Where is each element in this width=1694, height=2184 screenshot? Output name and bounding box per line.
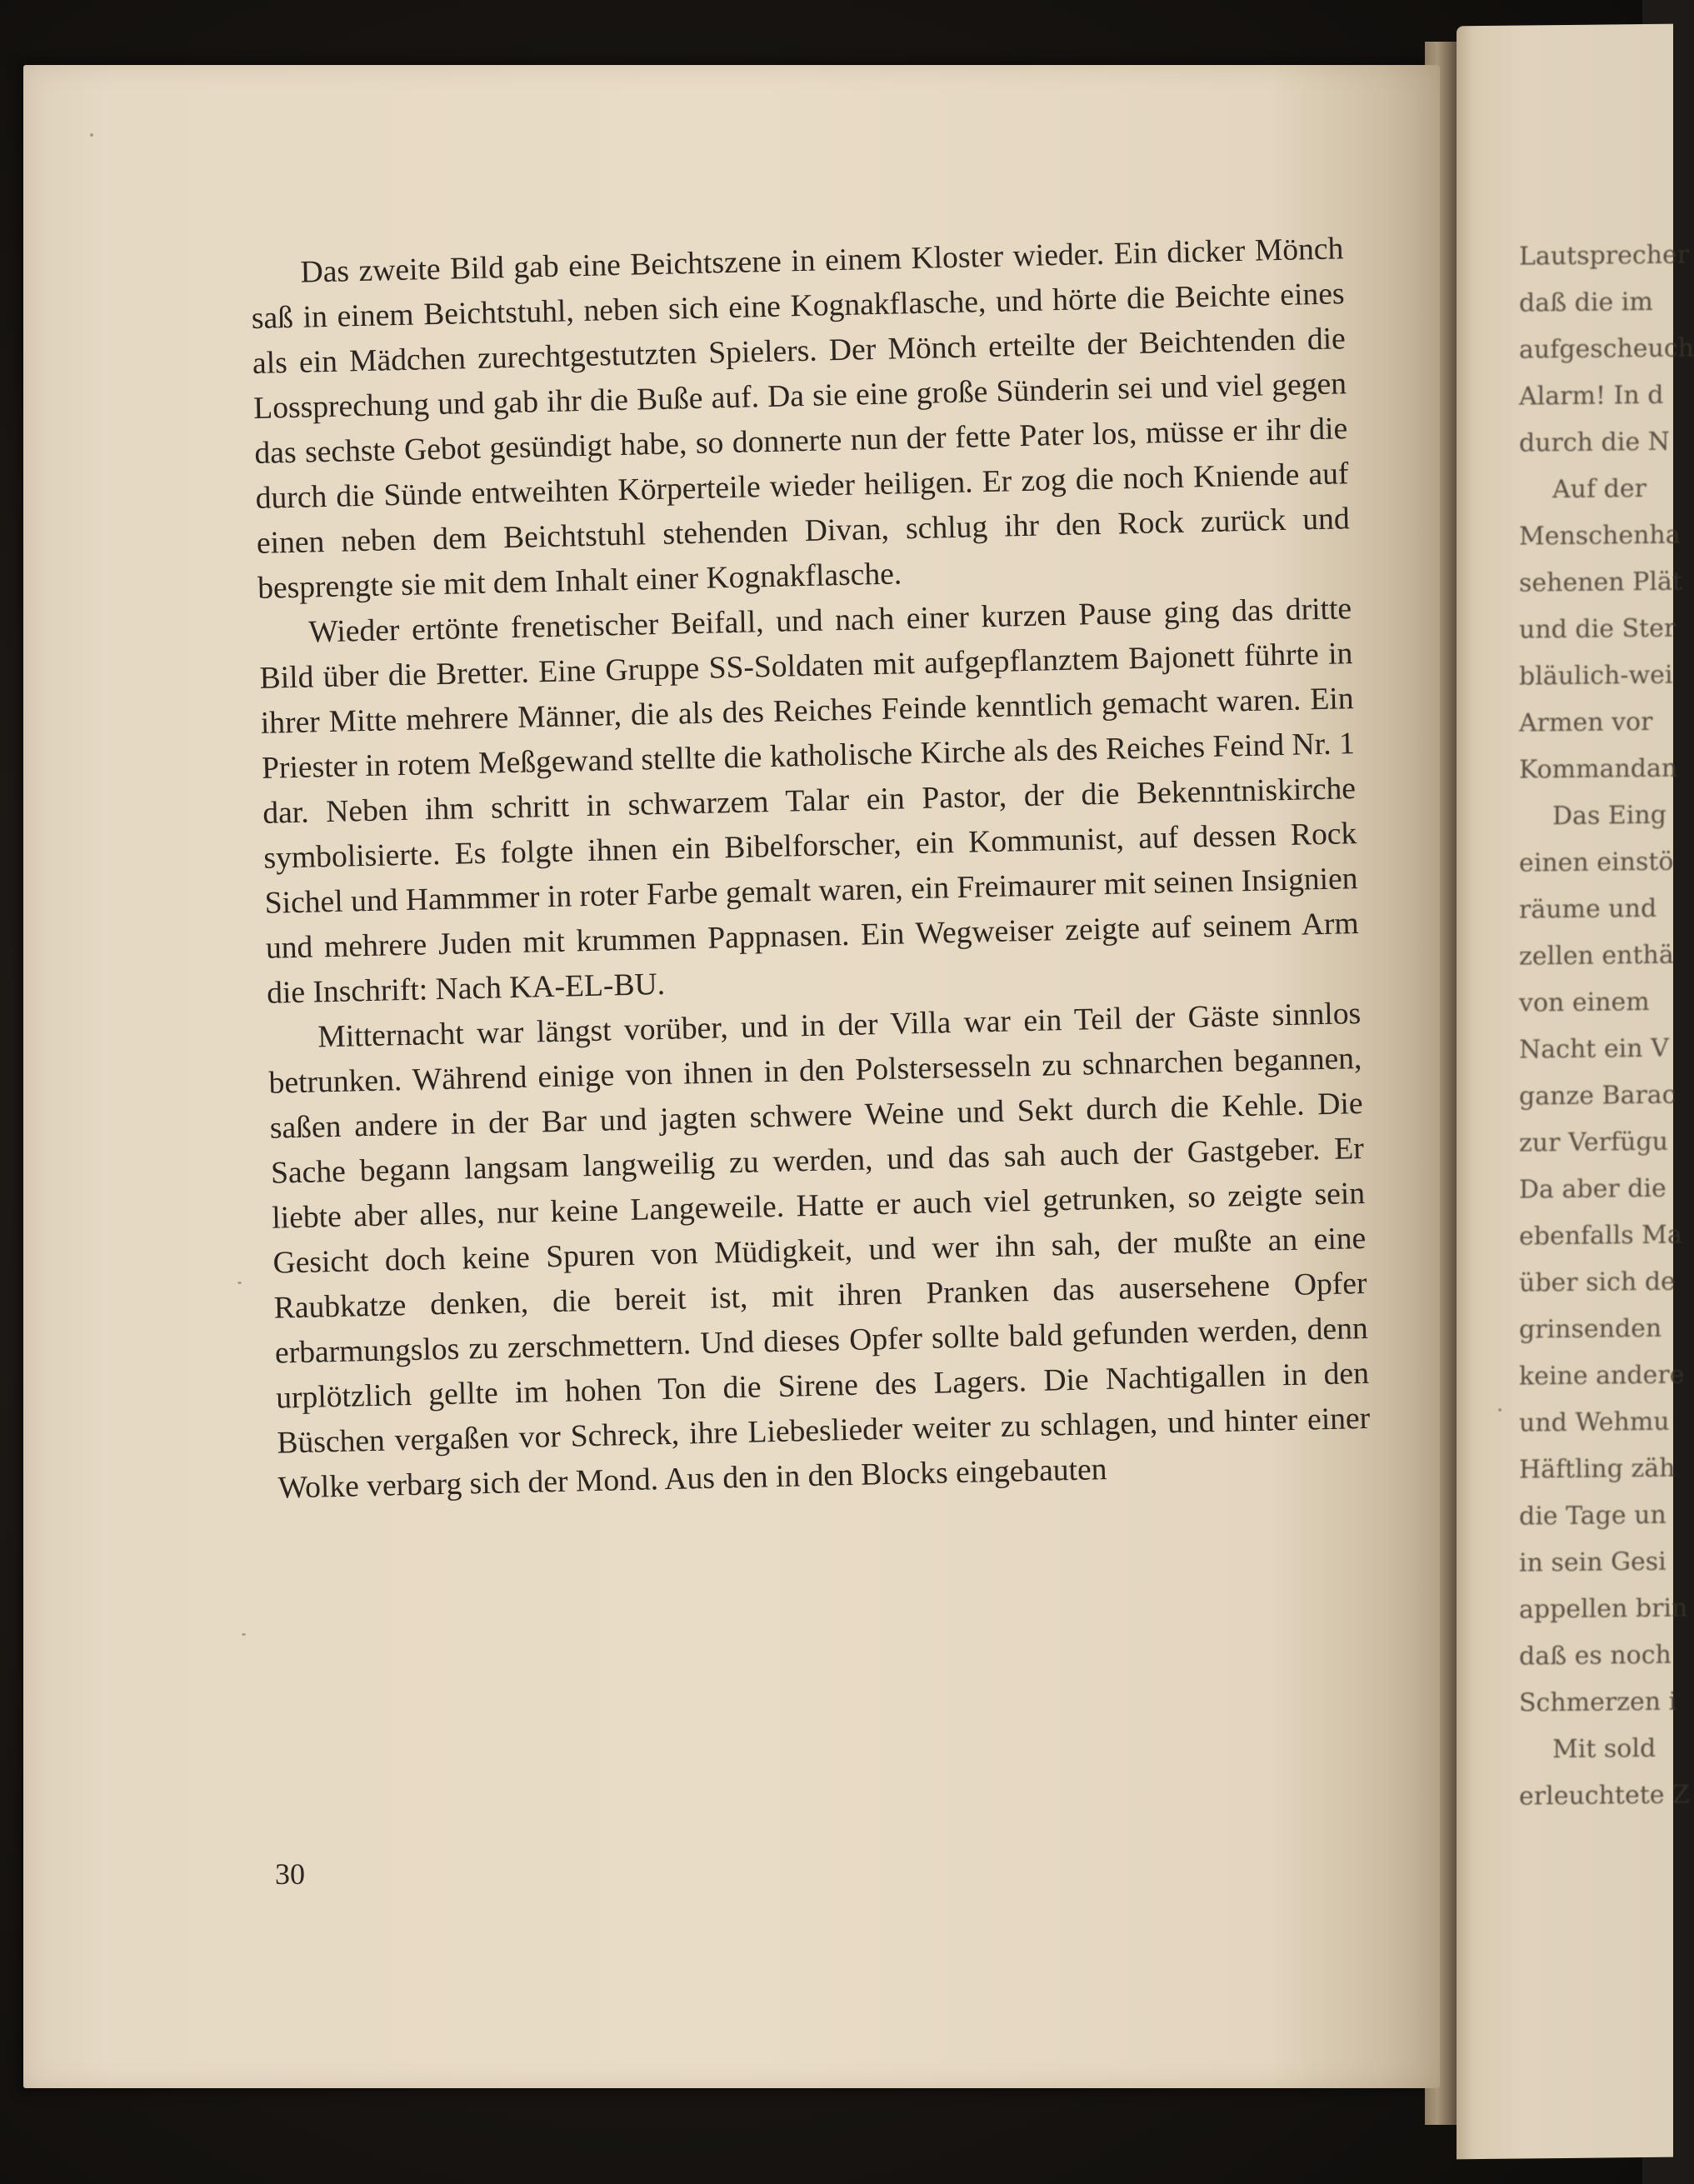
facing-page-line: ganze Barac (1519, 1080, 1677, 1112)
facing-page-line: über sich de (1519, 1267, 1676, 1298)
facing-page-line: erleuchtete Z (1519, 1780, 1690, 1812)
facing-page-text (1519, 232, 1694, 1820)
facing-page-line: räume und (1519, 893, 1657, 925)
facing-page-line: daß es noch (1519, 1640, 1672, 1672)
facing-page-line: die Tage un (1519, 1500, 1667, 1532)
facing-page-line: einen einstö (1519, 847, 1674, 878)
paper-speck (90, 133, 93, 137)
facing-page-line: Lautsprecher (1519, 240, 1690, 272)
paper-speck (1498, 1408, 1502, 1412)
facing-page (1457, 24, 1694, 2160)
facing-page-line: Kommandan (1519, 753, 1678, 785)
facing-page-line: aufgescheuch (1519, 333, 1694, 365)
facing-page-line: zur Verfügu (1519, 1127, 1668, 1158)
paragraph-2: Wieder ertönte frenetischer Beifall, und nach einer kurzen Pause ging das dritte Bild über die Bretter. Eine Gruppe SS-Soldaten mit aufgepflanztem Bajonett führte in ihrer Mitte mehrere Männer, die als des Reiches Feinde kenntlich gemacht waren. Ein Priester in rotem Meßgewand stellte die katholische Kirche als des Reiches Feind Nr. 1 dar. Neben ihm schritt in schwarzem Talar ein Pastor, der die Bekenntniskirche symbolisierte. Es folgte ihnen ein Bibelforscher, ein Kommunist, auf dessen Rock Sichel und Hammmer in roter Farbe gemalt waren, ein Freimaurer mit seinen Insignien und mehrere Juden mit krummen Pappnasen. Ein Wegweiser zeigte auf seinem Arm die Inschrift: Nach KA-EL-BU. (259, 592, 1360, 1011)
facing-page-line: sehenen Plät (1519, 567, 1682, 598)
facing-page-line: Armen vor (1519, 707, 1653, 738)
paragraph-1: Das zweite Bild gab eine Beichtszene in einem Kloster wieder. Ein dicker Mönch saß in einem Beichtstuhl, neben sich eine Kognakflasche, und hörte die Beichte eines als ein Mädchen zurechtgestutzten Spielers. Der Mönch erteilte der Beichtenden die Lossprechung und gab ihr die Buße auf. Da sie eine große Sünderin sei und viel gegen das sechste Gebot gesündigt habe, so donnerte nun der fette Pater los, müsse er ihr die durch die Sünde entweihten Körperteile wieder heiligen. Er zog die noch Kniende auf einen neben dem Beichtstuhl stehenden Divan, schlug ihr den Rock zurück und besprengte sie mit dem Inhalt einer Kognakflasche. (251, 232, 1351, 606)
facing-page-line: Auf der (1552, 473, 1647, 505)
facing-page-line: von einem (1519, 987, 1650, 1018)
facing-page-line: Da aber die (1519, 1173, 1667, 1205)
facing-page-line: daß die im (1519, 287, 1653, 318)
facing-page-line: und Wehmu (1519, 1407, 1670, 1438)
paragraph-3: Mitternacht war längst vorüber, und in der Villa war ein Teil der Gäste sinnlos betrunken. Während einige von ihnen in den Polstersesseln zu schnarchen begannen, saßen andere in der Bar und jagten schwere Weine und Sekt durch die Kehle. Die Sache begann langsam langweilig zu werden, und das sah auch der Gastgeber. Er liebte aber alles, nur keine Langeweile. Hatte er auch viel getrunken, so zeigte sein Gesicht doch keine Spuren von Müdigkeit, und wer ihn sah, der mußte an eine Raubkatze denken, die bereit ist, mit ihren Pranken das ausersehene Opfer erbarmungslos zu zerschmettern. Und dieses Opfer sollte bald gefunden werden, denn urplötzlich gellte im hohen Ton die Sirene des Lagers. Die Nachtigallen in den Büschen vergaßen vor Schreck, ihre Liebeslieder weiter zu schlagen, und hinter einer Wolke verbarg sich der Mond. Aus den in den Blocks eingebauten (268, 996, 1371, 1506)
facing-page-line: Schmerzen i (1519, 1687, 1677, 1718)
facing-page-line: Alarm! In d (1519, 380, 1664, 412)
paper-speck (237, 1282, 242, 1284)
facing-page-line: bläulich-wei (1519, 660, 1673, 692)
facing-page-line: Häftling zäh (1519, 1453, 1676, 1485)
facing-page-line: in sein Gesi (1519, 1547, 1667, 1578)
facing-page-line: Das Eing (1552, 800, 1667, 832)
facing-page-line: ebenfalls Ma (1519, 1220, 1682, 1252)
paper-speck (242, 1633, 246, 1636)
facing-page-line: Mit sold (1552, 1733, 1657, 1765)
facing-page-line: und die Ster (1519, 613, 1677, 645)
facing-page-line: Menschenha (1519, 520, 1681, 552)
facing-page-line: keine andere (1519, 1360, 1685, 1392)
facing-page-line: zellen enthä (1519, 940, 1674, 972)
facing-page-line: grinsenden (1519, 1313, 1662, 1345)
page-number: 30 (275, 1857, 305, 1891)
facing-page-line: Nacht ein V (1519, 1033, 1669, 1065)
body-text (250, 227, 1372, 1511)
facing-page-line: durch die N (1519, 427, 1670, 458)
facing-page-line: appellen brin (1519, 1593, 1688, 1625)
